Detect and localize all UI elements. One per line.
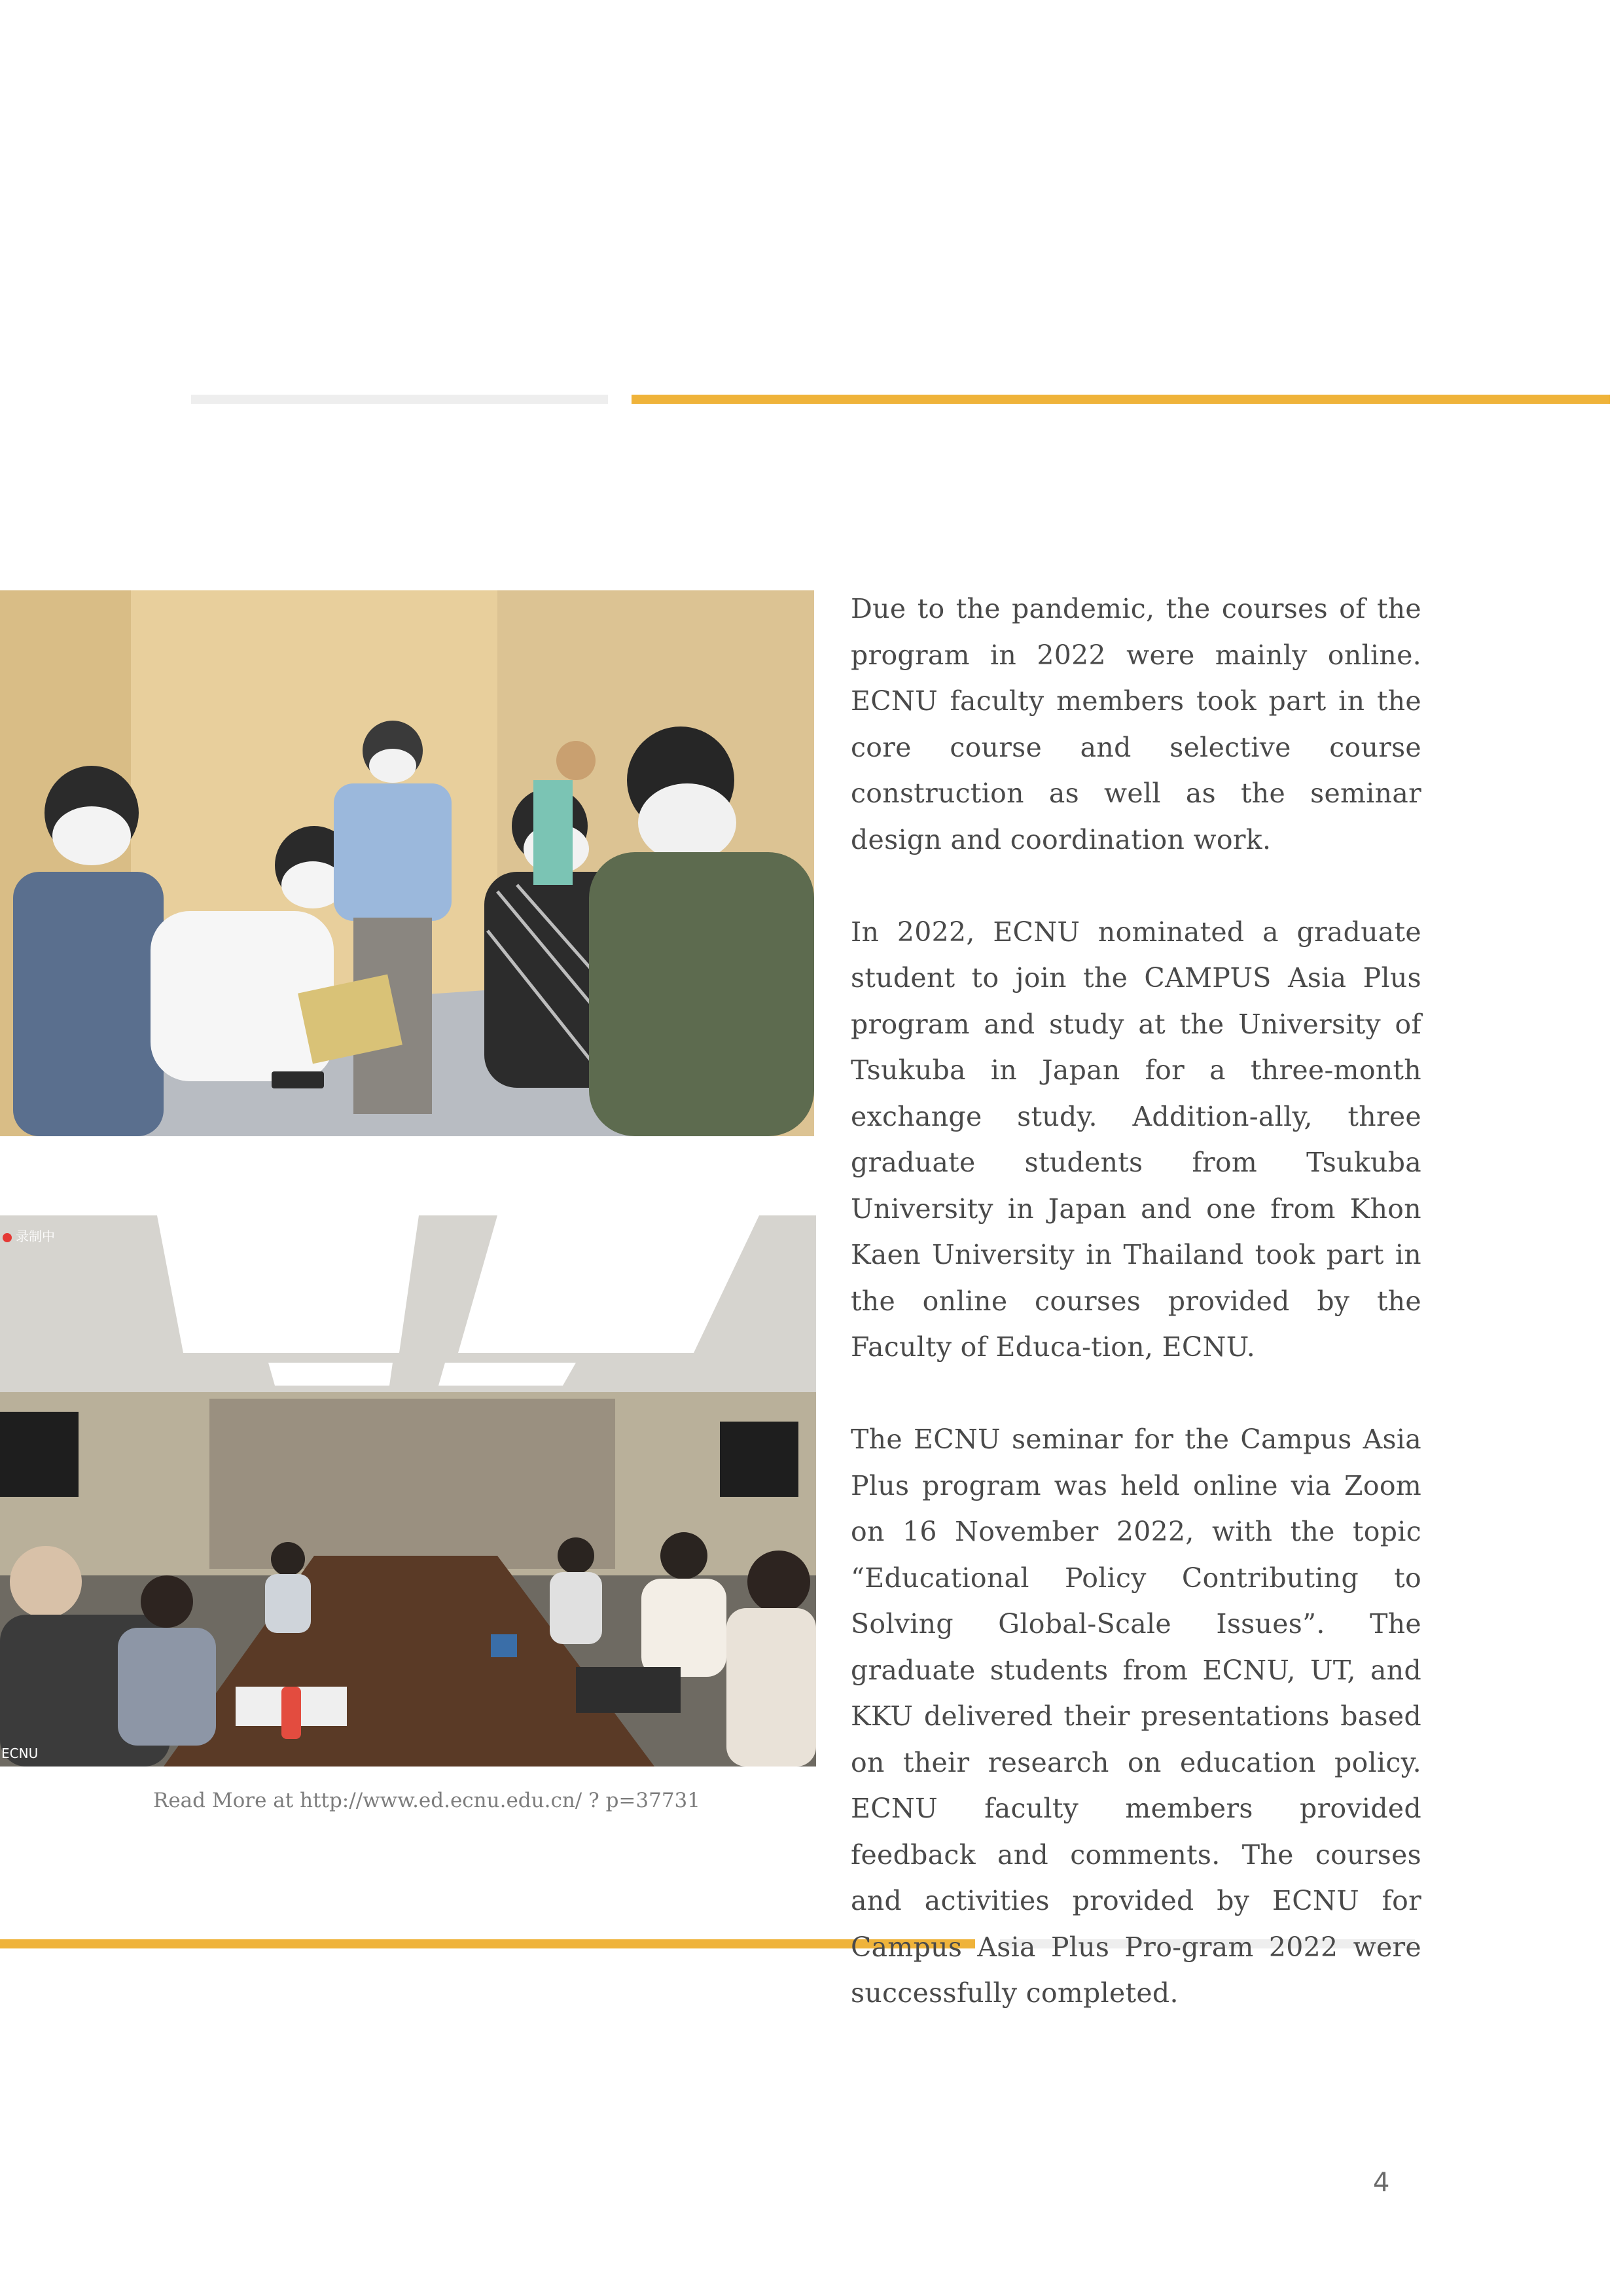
article-body: [851, 586, 1421, 2017]
top-divider-grey: [191, 395, 608, 404]
article-paragraph: The ECNU seminar for the Campus Asia Plus program was held online via Zoom on 16 November 2022, with the topic “Educational Policy Contributing to Solving Global-Scale Issues”. The graduate students from ECNU, UT, and KKU delivered their presentations based on their research on education policy. ECNU faculty members provided feedback and comments. The courses and activities provided by ECNU for Campus Asia Plus Pro-gram 2022 were successfully completed.: [851, 1424, 1421, 2009]
group-photo-students: [0, 590, 814, 1136]
ecnu-corner-label: ECNU: [1, 1746, 39, 1761]
article-paragraph: In 2022, ECNU nominated a graduate student to join the CAMPUS Asia Plus program and study at the University of Tsukuba in Japan for a three-month exchange study. Addition-ally, three graduate students from Tsukuba University in Japan and one from Khon Kaen University in Thailand took part in the online courses provided by the Faculty of Educa-tion, ECNU.: [851, 916, 1421, 1363]
page-number: 4: [1373, 2168, 1390, 2198]
article-paragraph: Due to the pandemic, the courses of the program in 2022 were mainly online. ECNU faculty members took part in the core course and selective course construction as well as the seminar design and coordination work.: [851, 593, 1421, 855]
meeting-room-photo: [0, 1215, 816, 1767]
photo-caption-link[interactable]: Read More at http://www.ed.ecnu.edu.cn/ ? p=37731: [153, 1789, 701, 1812]
bottom-divider-gold: [0, 1939, 975, 1948]
recording-indicator: 录制中: [3, 1226, 55, 1245]
top-divider-gold: [632, 395, 1610, 404]
record-dot-icon: [3, 1233, 12, 1242]
